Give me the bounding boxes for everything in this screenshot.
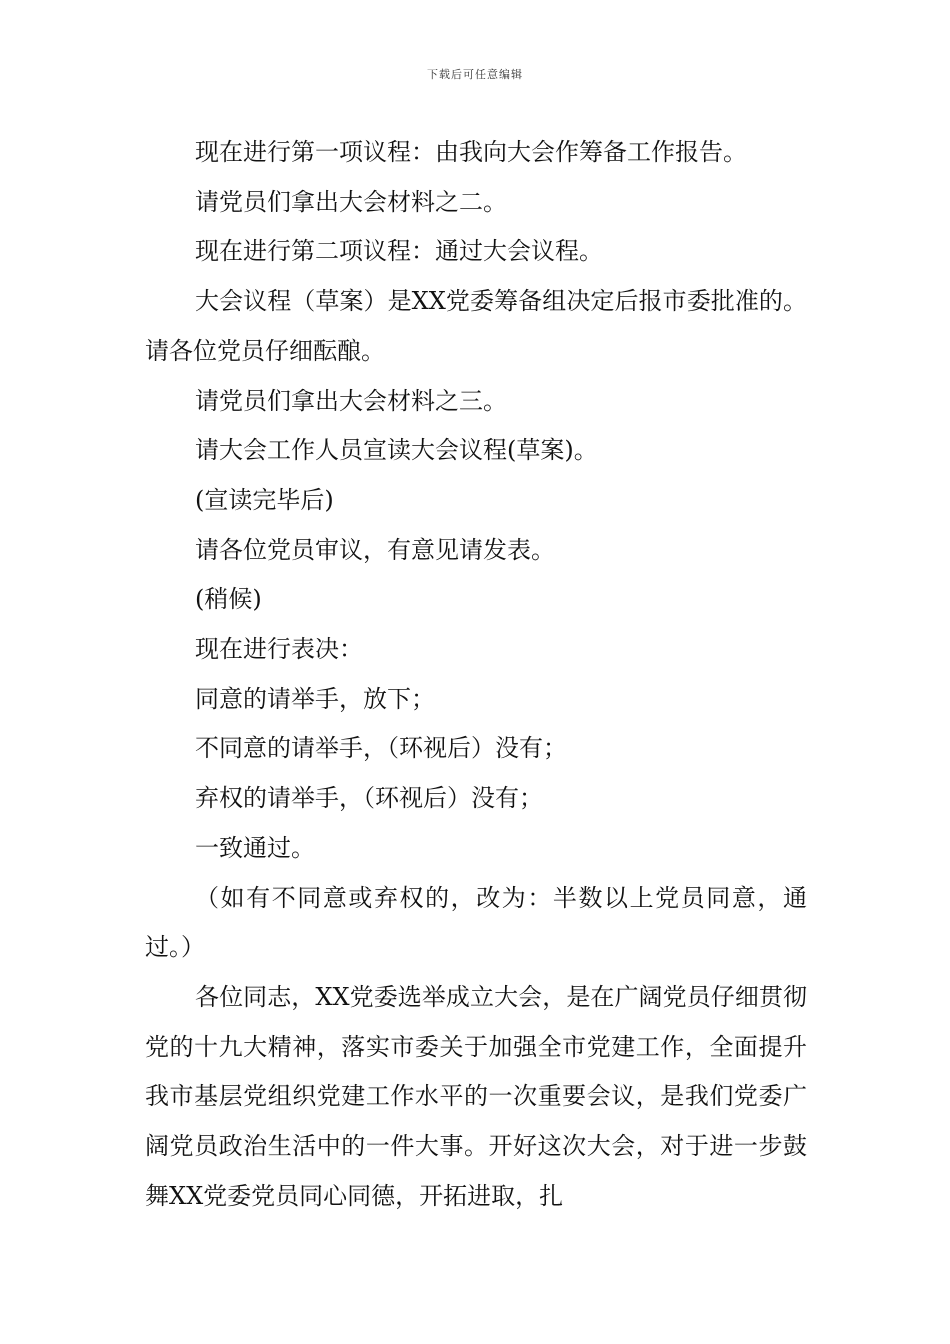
document-body [145, 128, 807, 1221]
paragraph: 各位同志，XX党委选举成立大会，是在广阔党员仔细贯彻党的十九大精神，落实市委关于加强全市党建工作，全面提升我市基层党组织党建工作水平的一次重要会议，是我们党委广阔党员政治生活中的一件大事。开好这次大会，对于进一步鼓舞XX党委党员同心同德，开拓进取，扎 [145, 982, 807, 1210]
paragraph: 现在进行第二项议程：通过大会议程。 [195, 237, 603, 266]
paragraph: (宣读完毕后) [195, 485, 334, 514]
paragraph: 同意的请举手，放下； [195, 684, 435, 713]
page-header: 下载后可任意编辑 [427, 68, 523, 81]
paragraph: 请党员们拿出大会材料之二。 [195, 187, 507, 216]
paragraph: 现在进行表决： [195, 635, 363, 664]
paragraph: （如有不同意或弃权的，改为：半数以上党员同意，通过。） [145, 883, 807, 962]
paragraph: 大会议程（草案）是XX党委筹备组决定后报市委批准的。请各位党员仔细酝酿。 [145, 287, 807, 365]
paragraph: (稍候) [195, 585, 262, 614]
paragraph: 请各位党员审议，有意见请发表。 [195, 535, 555, 564]
paragraph: 现在进行第一项议程：由我向大会作筹备工作报告。 [195, 138, 747, 166]
paragraph: 不同意的请举手，（环视后）没有； [195, 734, 567, 763]
paragraph: 弃权的请举手，（环视后）没有； [195, 784, 543, 813]
paragraph: 请党员们拿出大会材料之三。 [195, 386, 507, 415]
paragraph: 请大会工作人员宣读大会议程(草案)。 [195, 436, 598, 465]
paragraph: 一致通过。 [195, 833, 315, 862]
